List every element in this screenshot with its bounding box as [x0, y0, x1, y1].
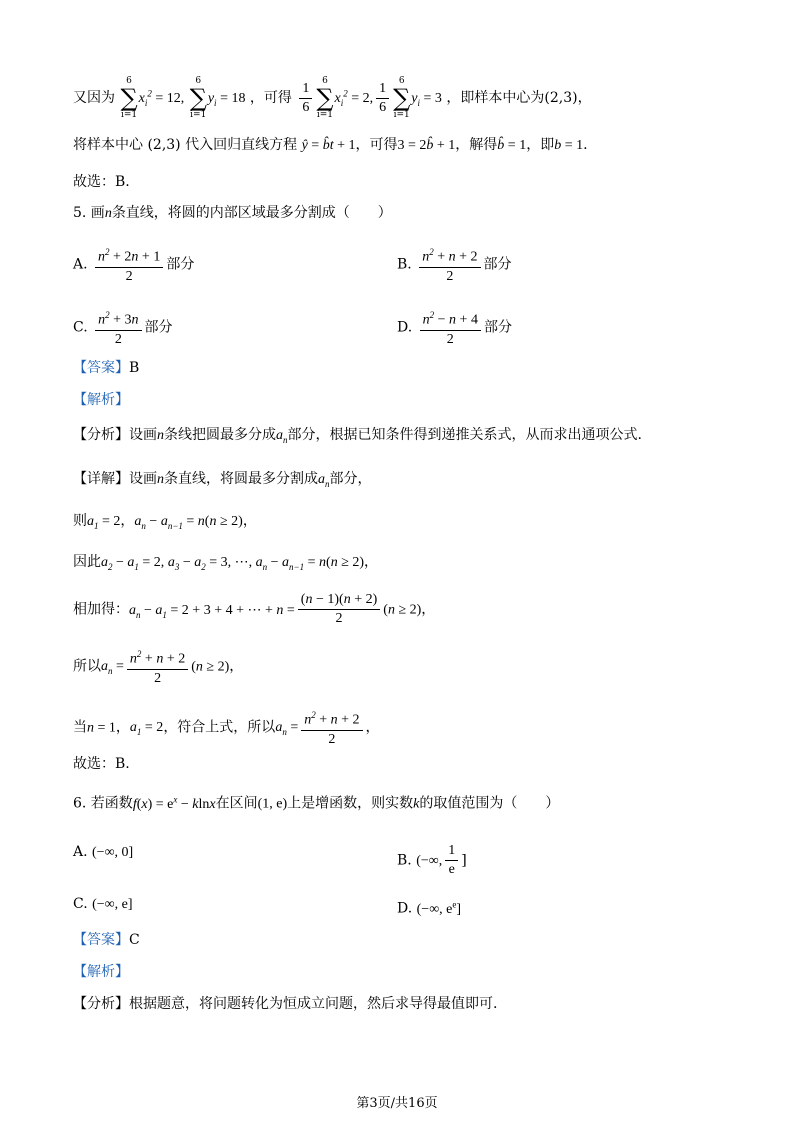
- text: 部分: [483, 319, 512, 336]
- text: ，可得: [249, 90, 292, 106]
- option-label: A.: [73, 844, 88, 860]
- q5-option-d: [397, 306, 512, 349]
- q5-option-a: [73, 243, 194, 286]
- text: 设画: [129, 471, 157, 487]
- text: 上是增函数，则实数: [287, 795, 414, 812]
- text: 相加得：: [73, 601, 129, 618]
- math: $y_i = 3$: [411, 91, 442, 108]
- q5-step2: [73, 552, 378, 577]
- sample-center: (2,3): [544, 90, 578, 106]
- text: ，: [229, 658, 244, 675]
- text: 6. 若函数: [73, 795, 133, 812]
- q6-stem: [73, 789, 559, 815]
- text: .: [583, 137, 588, 153]
- text: 根据题意，将问题转化为恒成立问题，然后求导得最值即可.: [129, 996, 498, 1012]
- option-label: D.: [397, 319, 413, 336]
- math: $y_i = 18$: [207, 91, 246, 108]
- q6-option-d: [397, 894, 461, 920]
- math: k: [413, 796, 420, 812]
- math: n: [157, 428, 164, 443]
- math: $x_i^2 = 12$,: [138, 88, 185, 108]
- q6-analysis-tag: 【解析】: [73, 964, 129, 980]
- regression-eq: ŷ = b̂t + 1: [301, 138, 356, 153]
- choose-line: 故选：B.: [73, 756, 130, 772]
- math: $a_n$ =: [101, 659, 124, 677]
- text: ，: [364, 554, 379, 570]
- text: ，符合上式，所以: [163, 719, 276, 736]
- math: $a_n - a_{n-1} = n(n \ge 2)$: [134, 514, 243, 531]
- math: $a_1 = 2$: [129, 720, 164, 738]
- text: ，: [115, 719, 130, 736]
- text: 设画: [129, 427, 157, 443]
- text: 条线把圆最多分成: [164, 427, 276, 443]
- option-label: B.: [397, 256, 412, 273]
- answer-tag: 【答案】: [73, 360, 129, 376]
- q5-xiangjie: [73, 469, 372, 494]
- math: $a_2 - a_1 = 2$, $a_3 - a_2 = 3$, ⋯, $a_n - a_{n-1} = n(n \ge 2)$: [101, 555, 365, 572]
- text: 部分: [166, 256, 195, 273]
- math: 3 = 2b̂ + 1: [397, 138, 456, 153]
- q5-step4: [73, 645, 243, 688]
- math: b = 1: [554, 138, 584, 153]
- q5-step5: [73, 706, 380, 749]
- q6-option-c: [73, 894, 133, 915]
- text: ，即样本中心为: [446, 90, 545, 106]
- math: n = 1: [87, 720, 116, 736]
- text: 所以: [73, 658, 101, 675]
- math: (n ≥ 2): [383, 602, 422, 618]
- option-label: B.: [397, 852, 412, 869]
- q5-analysis-tag: 【解析】: [73, 392, 129, 408]
- text: 条直线，将圆的内部区域最多分割成（ ）: [111, 205, 392, 221]
- text: 部分: [483, 256, 512, 273]
- q5-step1: [73, 511, 257, 536]
- text: 条直线，将圆最多分割成: [164, 471, 318, 487]
- text: ，: [365, 719, 380, 736]
- frac: $\frac{n^2 + 3n}{2}$: [95, 306, 141, 349]
- math: $a_n$ =: [275, 720, 299, 738]
- text: 在区间: [215, 795, 258, 812]
- text: 将样本中心: [73, 137, 143, 153]
- math: $f(x) = e^x - klnx$: [132, 794, 216, 812]
- frac: $\frac{1}{e}$: [445, 842, 458, 879]
- answer-tag: 【答案】: [73, 932, 129, 948]
- tag: 【分析】: [73, 996, 129, 1012]
- option-label: D.: [397, 900, 413, 917]
- text: ，: [577, 90, 592, 106]
- tag: 【详解】: [73, 471, 129, 487]
- frac: $\frac{n^2 + 2n + 1}{2}$: [95, 243, 163, 286]
- math: (−∞, $e^e$]: [416, 899, 462, 917]
- answer-value: C: [129, 932, 140, 948]
- text: ，: [120, 513, 135, 529]
- math: $a_1 = 2$: [87, 514, 121, 531]
- answer-value: B: [129, 360, 140, 376]
- bracket: ]: [461, 852, 467, 869]
- q5-step3: [73, 591, 435, 628]
- option-label: A.: [73, 256, 88, 273]
- sample-center: (2,3): [147, 137, 181, 153]
- sigma: 6 ∑ i=1: [189, 76, 207, 120]
- text: 5. 画: [73, 205, 105, 221]
- frac: $\frac{n^2 - n + 4}{2}$: [420, 306, 481, 349]
- sigma: 6 ∑ i=1: [393, 76, 411, 120]
- q6-answer: [73, 930, 140, 950]
- math: (1, e): [257, 796, 288, 812]
- text: 部分: [144, 319, 173, 336]
- math: n: [157, 472, 164, 487]
- text: 的取值范围为（ ）: [419, 795, 560, 812]
- frac-1-6: $\frac{1}{6}$: [299, 80, 312, 117]
- sigma: 6 ∑ i=1: [316, 76, 334, 120]
- text: 部分，根据已知条件得到递推关系式，从而求出通项公式.: [287, 427, 642, 443]
- math: (−∞,: [416, 853, 443, 869]
- math: (−∞, 0]: [92, 845, 134, 860]
- q5-option-b: [397, 243, 512, 286]
- frac: $\frac{n^2 + n + 2}{2}$: [419, 243, 480, 286]
- q6-option-b: [397, 842, 467, 879]
- tag: 【分析】: [73, 427, 129, 443]
- q5-stem: [73, 203, 392, 224]
- q5-answer: [73, 358, 139, 378]
- text: 又因为: [73, 90, 115, 106]
- frac: $\frac{n^2 + n + 2}{2}$: [301, 706, 362, 749]
- q6-option-a: [73, 842, 133, 863]
- line-sample-sums: [73, 76, 592, 120]
- math: (−∞, e]: [92, 897, 133, 912]
- frac: $\frac{(n - 1)(n + 2)}{2}$: [298, 591, 380, 628]
- line-regression: [73, 135, 588, 156]
- math: n: [104, 206, 112, 221]
- q6-fenxi: [73, 994, 497, 1014]
- sigma: 6 ∑ i=1: [120, 76, 138, 120]
- choose-line: 故选：B.: [73, 174, 130, 190]
- text: ，即: [526, 137, 555, 153]
- text: ，: [421, 601, 436, 618]
- math: $a_n$: [318, 472, 330, 489]
- text: 部分，: [329, 471, 372, 487]
- math: b̂ = 1: [497, 138, 527, 153]
- text: ，: [242, 513, 257, 529]
- option-label: C.: [73, 896, 88, 912]
- text: 因此: [73, 554, 101, 570]
- math: $x_i^2 = 2$,: [334, 88, 374, 108]
- q5-option-c: [73, 306, 173, 349]
- math: (n ≥ 2): [191, 659, 230, 675]
- text: ，可得: [355, 137, 398, 153]
- math: $a_n - a_1 = 2 + 3 + 4$ + ⋯ + n =: [129, 602, 295, 620]
- text: 代入回归直线方程: [185, 137, 298, 153]
- text: ，解得: [455, 137, 498, 153]
- q5-fenxi: [73, 425, 642, 450]
- frac-1-6: $\frac{1}{6}$: [376, 80, 389, 117]
- text: 则: [73, 513, 87, 529]
- text: 当: [73, 719, 87, 736]
- math: $a_n$: [276, 428, 288, 445]
- page-footer: 第3页/共16页: [356, 1096, 438, 1111]
- option-label: C.: [73, 319, 88, 336]
- frac: $\frac{n^2 + n + 2}{2}$: [127, 645, 188, 688]
